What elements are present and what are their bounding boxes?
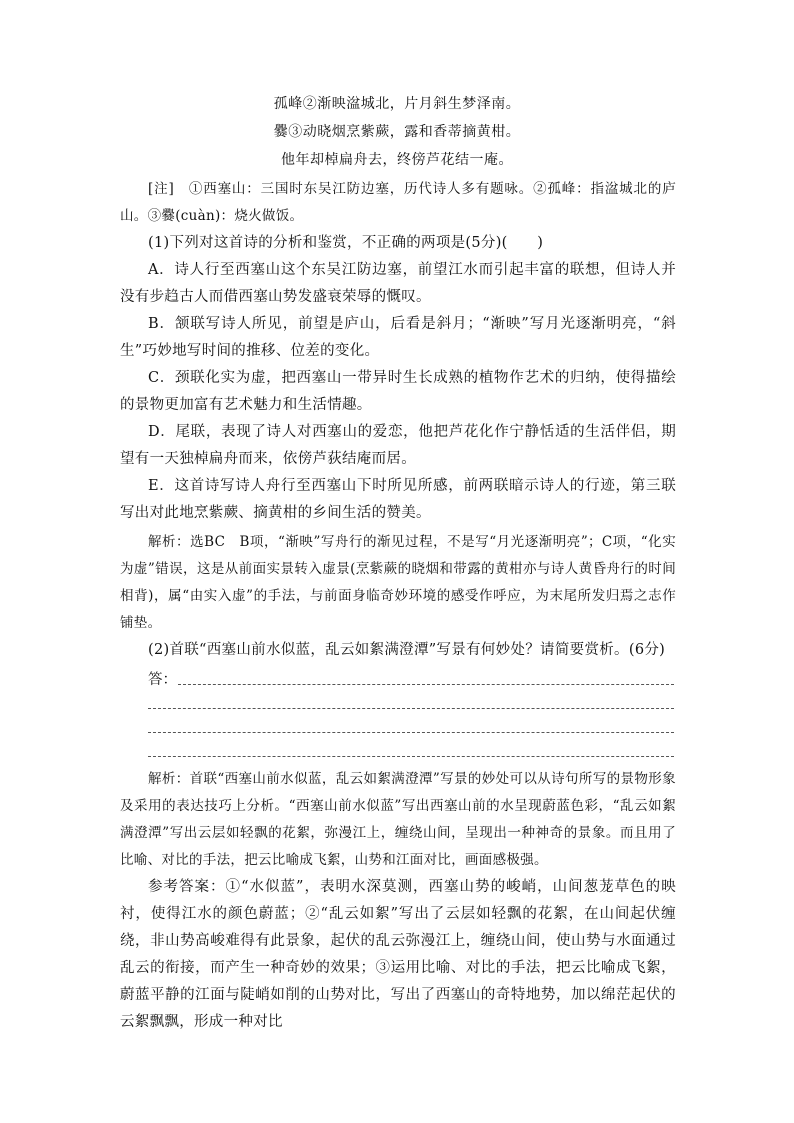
poem-line-1: 孤峰②渐映湓城北，片月斜生梦泽南。 — [273, 96, 521, 112]
annotation-note: [注] ①西塞山：三国时东吴江防边塞，历代诗人多有题咏。②孤峰：指湓城北的庐山。③爨(cuàn)：烧火做饭。 — [120, 181, 676, 224]
question-2-analysis: 解析：首联“西塞山前水似蓝，乱云如絮满澄潭”写景的妙处可以从诗句所写的景物形象及采用的表达技巧上分析。“西塞山前水似蓝”写出西塞山前的水呈现蔚蓝色彩，“乱云如絮满澄潭”写出云层如轻飘的花絮，弥漫江上，缠绕山间，呈现出一种神奇的景象。而且用了比喻、对比的手法，把云比喻成飞絮，山势和江面对比，画面感极强。 — [120, 771, 676, 868]
question-1-stem: (1)下列对这首诗的分析和鉴赏，不正确的两项是(5分)( ) — [148, 235, 544, 251]
option-d: D．尾联，表现了诗人对西塞山的爱恋，他把芦花化作宁静恬适的生活伴侣，期望有一天独棹扁舟而来，依傍芦荻结庵而居。 — [120, 424, 676, 467]
question-1-analysis: 解析：选BC B项，“渐映”写舟行的渐见过程，不是写“月光逐渐明亮”；C项，“化实为虚”错误，这是从前面实景转入虚景(烹紫蕨的晓烟和带露的黄柑亦与诗人黄昏舟行的时间相背)，属“由实入虚”的手法，与前面身临奇妙环境的感受作呼应，为末尾所发归焉之志作铺垫。 — [120, 534, 676, 631]
answer-label: 答： — [148, 672, 177, 688]
answer-line[interactable] — [148, 708, 674, 709]
reference-answer: 参考答案：①“水似蓝”，表明水深莫测，西塞山势的峻峭，山间葱茏草色的映衬，使得江水的颜色蔚蓝；②“乱云如絮”写出了云层如轻飘的花絮，在山间起伏缠绕，非山势高峻难得有此景象，起伏的乱云弥漫江上，缠绕山间，使山势与水面通过乱云的衔接，而产生一种奇妙的效果；③运用比喻、对比的手法，把云比喻成飞絮，蔚蓝平静的江面与陡峭如削的山势对比，写出了西塞山的奇特地势，加以绵茫起伏的云絮飘飘，形成一种对比 — [120, 879, 676, 1030]
answer-line[interactable] — [148, 732, 674, 733]
answer-line[interactable] — [148, 756, 674, 757]
question-2-stem: (2)首联“西塞山前水似蓝，乱云如絮满澄潭”写景有何妙处？请简要赏析。(6分) — [148, 642, 666, 658]
poem-line-3: 他年却棹扁舟去，终傍芦花结一庵。 — [281, 152, 513, 168]
answer-line[interactable] — [178, 684, 674, 685]
option-e: E．这首诗写诗人舟行至西塞山下时所见所感，前两联暗示诗人的行迹，第三联写出对此地烹紫蕨、摘黄柑的乡间生活的赞美。 — [120, 478, 676, 521]
option-b: B．颔联写诗人所见，前望是庐山，后看是斜月；“渐映”写月光逐渐明亮，“斜生”巧妙地写时间的推移、位差的变化。 — [120, 316, 676, 359]
poem-line-2: 爨③动晓烟烹紫蕨，露和香蒂摘黄柑。 — [273, 124, 521, 140]
option-a: A．诗人行至西塞山这个东吴江防边塞，前望江水而引起丰富的联想，但诗人并没有步趋古人而借西塞山势发盛衰荣辱的慨叹。 — [120, 262, 676, 305]
option-c: C．颈联化实为虚，把西塞山一带异时生长成熟的植物作艺术的归纳，使得描绘的景物更加富有艺术魅力和生活情趣。 — [120, 370, 676, 413]
